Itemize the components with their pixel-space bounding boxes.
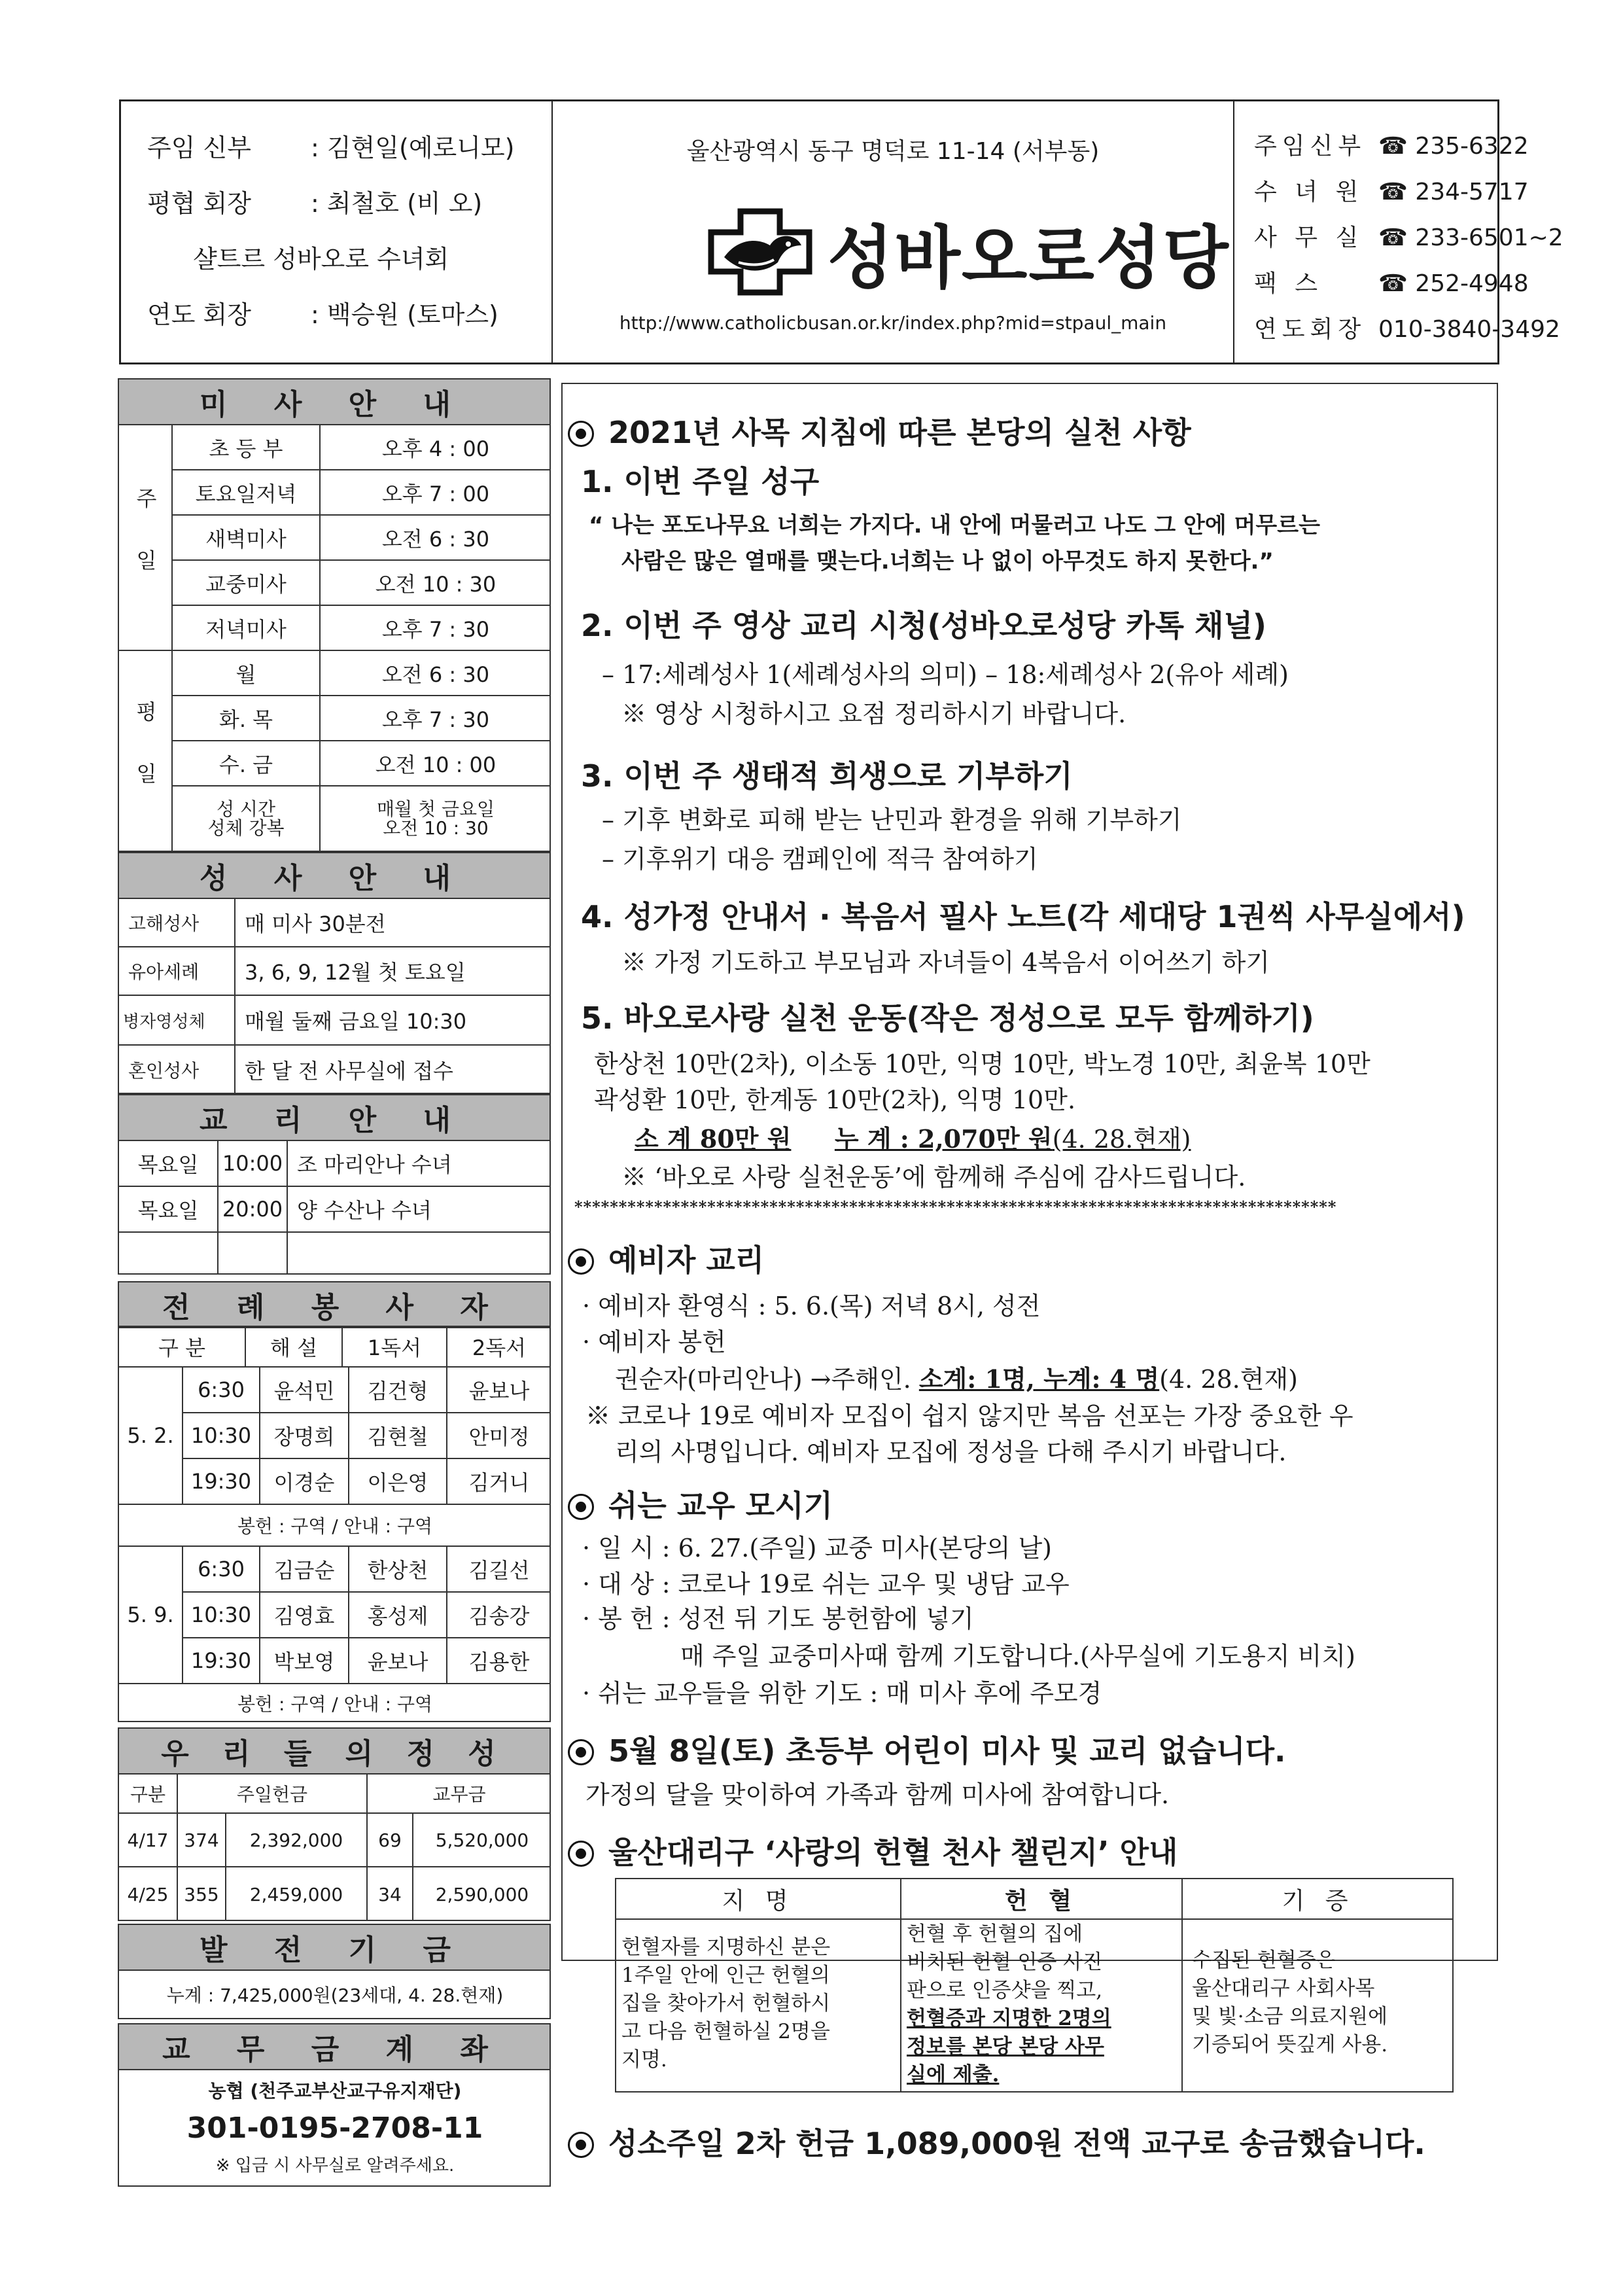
fund-total: 누계 : 7,425,000원(23세대, 4. 28.현재) — [166, 1985, 504, 2006]
ministry-header: 2독서 — [472, 1335, 527, 1360]
divider-stars: ************************************************************************************** — [574, 1197, 1337, 1216]
mass-name: 토요일저녁 — [195, 481, 297, 506]
target-bullet-icon — [568, 2132, 594, 2158]
inactive-item: · 쉬는 교우들을 위한 기도 : 매 미사 후에 주모경 — [582, 1679, 1102, 1708]
catechism-time: 10:00 — [222, 1151, 283, 1176]
ministry-commentator: 장명희 — [273, 1424, 335, 1449]
ecology-item: – 기후위기 대응 캠페인에 적극 참여하기 — [602, 845, 1038, 874]
catechism-day: 목요일 — [137, 1152, 199, 1177]
sunday-label: 주 일 — [133, 487, 158, 588]
ecology-item: – 기후 변화로 피해 받는 난민과 환경을 위해 기부하기 — [602, 805, 1182, 834]
mass-name: 저녁미사 — [205, 616, 287, 642]
account-heading: 교 무 금 계 좌 — [118, 2023, 551, 2070]
offering-amount: 2,459,000 — [249, 1883, 343, 1905]
section-inactive-title: 쉬는 교우 모시기 — [568, 1482, 833, 1525]
subsection-verse-title: 1. 이번 주일 성구 — [581, 464, 820, 499]
target-bullet-icon — [568, 1739, 594, 1765]
catechumen-note: 리의 사명입니다. 예비자 모집에 정성을 다해 주시기 바랍니다. — [615, 1438, 1287, 1466]
account-bank: 농협 (천주교부산교구유지재단) — [208, 2080, 462, 2102]
subsection-video-title: 2. 이번 주 영상 교리 시청(성바오로성당 카톡 채널) — [581, 608, 1266, 643]
ministry-time: 10:30 — [190, 1602, 252, 1627]
catechumen-count: 소계: 1명, 누계: 4 명 — [918, 1364, 1160, 1394]
sacrament-name: 유아세례 — [128, 961, 200, 983]
section-children-mass-title: 5월 8일(토) 초등부 어린이 미사 및 교리 없습니다. — [568, 1727, 1286, 1771]
church-name: 성바오로성당 — [828, 218, 1230, 298]
inactive-item: · 대 상 : 코로나 19로 쉬는 교우 및 냉담 교우 — [582, 1570, 1070, 1598]
ministry-footer: 봉헌 : 구역 / 안내 : 구역 — [237, 1693, 433, 1715]
ministry-commentator: 윤석민 — [273, 1379, 335, 1404]
family-note: ※ 가정 기도하고 부모님과 자녀들이 4복음서 이어쓰기 하기 — [621, 948, 1270, 977]
blood-header: 지 명 — [722, 1887, 795, 1915]
ministry-date: 5. 9. — [127, 1602, 174, 1627]
ministry-header: 해 설 — [270, 1335, 317, 1360]
offering-date: 4/17 — [127, 1829, 169, 1851]
offering-count: 374 — [184, 1829, 219, 1851]
mass-time: 오전 10 : 00 — [375, 752, 497, 777]
children-mass-note: 가정의 달을 맞이하여 가족과 함께 미사에 참여합니다. — [585, 1780, 1170, 1809]
ministry-reader2: 김길선 — [468, 1558, 530, 1583]
ministry-date: 5. 2. — [127, 1423, 174, 1448]
mass-time: 오전 6 : 30 — [381, 662, 490, 687]
officer-yeondo: 연도 회장 : 백승원 (토마스) — [147, 300, 498, 329]
ministry-commentator: 박보영 — [273, 1650, 335, 1674]
ministry-time: 6:30 — [198, 1557, 245, 1581]
ministry-header: 1독서 — [367, 1335, 422, 1360]
target-bullet-icon — [568, 1841, 594, 1867]
ministry-time: 19:30 — [190, 1469, 252, 1494]
catechism-guide-heading: 교 리 안 내 — [118, 1094, 551, 1141]
ministry-reader2: 윤보나 — [468, 1379, 530, 1404]
header-officers — [121, 101, 553, 362]
ministry-time: 10:30 — [190, 1423, 252, 1448]
subsection-ecology-title: 3. 이번 주 생태적 희생으로 기부하기 — [581, 758, 1073, 794]
ministry-reader2: 김송강 — [468, 1604, 530, 1629]
officer-council: 평협 회장 : 최철호 (비 오) — [147, 189, 483, 218]
donor-list: 곽성환 10만, 한계동 10만(2차), 익명 10만. — [594, 1086, 1076, 1114]
ministry-time: 6:30 — [198, 1377, 245, 1402]
cross-dove-logo-icon — [705, 206, 816, 298]
church-website-link[interactable]: http://www.catholicbusan.or.kr/index.php?mid=stpaul_main — [619, 312, 1167, 334]
ministry-reader2: 김거니 — [468, 1470, 530, 1495]
mass-time: 매월 첫 금요일 오전 10 : 30 — [376, 798, 495, 839]
mass-name: 새벽미사 — [205, 526, 287, 552]
contact-convent: 수 녀 원 ☎ 234-5717 — [1254, 179, 1529, 205]
section-vocation-offering-title: 성소주일 2차 헌금 1,089,000원 전액 교구로 송금했습니다. — [568, 2120, 1425, 2163]
ministry-commentator: 김영효 — [273, 1604, 335, 1629]
target-bullet-icon — [568, 421, 594, 447]
ministry-reader1: 이은영 — [367, 1470, 428, 1495]
mass-name: 성 시간 성체 강복 — [207, 798, 285, 839]
ministry-reader2: 김용한 — [468, 1650, 530, 1674]
header-contacts — [1234, 101, 1563, 362]
contact-fax: 팩 스 ☎ 252-4948 — [1254, 270, 1529, 297]
offering-count: 69 — [378, 1829, 402, 1851]
catechism-teacher: 양 수산나 수녀 — [297, 1198, 432, 1223]
catechumen-note: ※ 코로나 19로 예비자 모집이 쉽지 않지만 복음 선포는 가장 중요한 우 — [585, 1402, 1353, 1430]
fund-heading: 발 전 기 금 — [118, 1924, 551, 1971]
ministry-heading: 전 례 봉 사 자 — [118, 1281, 551, 1328]
contact-yeondo: 연도회장 010-3840-3492 — [1254, 316, 1560, 343]
donation-totals — [635, 1119, 1191, 1155]
sacrament-name: 고해성사 — [128, 913, 200, 934]
sacrament-name: 혼인성사 — [128, 1060, 200, 1082]
account-number: 301-0195-2708-11 — [186, 2111, 483, 2145]
phone-icon: ☎ — [1378, 270, 1408, 297]
subsection-family-title: 4. 성가정 안내서 · 복음서 필사 노트(각 세대당 1권씩 사무실에서) — [581, 899, 1465, 934]
verse-line: 사람은 많은 열매를 맺는다.너희는 나 없이 아무것도 하지 못한다.” — [621, 548, 1274, 574]
ministry-reader1: 한상천 — [367, 1558, 428, 1583]
ministry-time: 19:30 — [190, 1648, 252, 1673]
sacrament-info: 매 미사 30분전 — [245, 911, 386, 936]
donor-list: 한상천 10만(2차), 이소동 10만, 익명 10만, 박노경 10만, 최윤복 10만 — [594, 1050, 1370, 1078]
sacrament-info: 3, 6, 9, 12월 첫 토요일 — [245, 960, 466, 985]
video-note: ※ 영상 시청하시고 요점 정리하시기 바랍니다. — [621, 699, 1126, 728]
mass-time: 오후 7 : 30 — [381, 616, 490, 642]
inactive-item: · 일 시 : 6. 27.(주일) 교중 미사(본당의 날) — [582, 1534, 1053, 1563]
mass-time: 오전 6 : 30 — [381, 526, 490, 552]
video-list: – 17:세례성사 1(세례성사의 의미) – 18:세례성사 2(유아 세례) — [602, 660, 1289, 689]
officer-sisters: 샬트르 성바오로 수녀회 — [193, 245, 449, 274]
ministry-reader1: 윤보나 — [367, 1650, 428, 1674]
inactive-item: · 봉 헌 : 성전 뒤 기도 봉헌함에 넣기 — [582, 1604, 974, 1633]
ministry-header: 구 분 — [158, 1335, 205, 1360]
mass-name: 교중미사 — [205, 571, 287, 597]
thanks-note: ※ ‘바오로 사랑 실천운동’에 함께해 주심에 감사드립니다. — [621, 1163, 1246, 1192]
ministry-reader1: 김건형 — [367, 1379, 428, 1404]
offering-header: 주일헌금 — [236, 1784, 308, 1805]
blood-donate-text: 헌혈 후 헌혈의 집에 비치된 헌혈 인증 사진 판으로 인증샷을 찍고, 헌혈증과 지명한 2명의 정보를 본당 본당 사무 실에 제출. — [907, 1922, 1111, 2087]
ministry-commentator: 이경순 — [273, 1470, 335, 1495]
officer-pastor: 주임 신부 : 김현일(예로니모) — [147, 133, 515, 162]
target-bullet-icon — [568, 1248, 594, 1275]
offering-amount: 2,590,000 — [435, 1883, 529, 1905]
offering-amount: 2,392,000 — [249, 1829, 343, 1851]
section-pastoral-title: 2021년 사목 지침에 따른 본당의 실천 사항 — [568, 409, 1191, 452]
mass-guide-heading: 미 사 안 내 — [118, 378, 551, 425]
mass-name: 화. 목 — [218, 707, 273, 732]
header-title-block — [553, 101, 1234, 362]
catechism-time: 20:00 — [222, 1197, 283, 1222]
contact-pastor: 주임신부 ☎ 235-6322 — [1254, 133, 1529, 160]
subsection-paul-love-title: 5. 바오로사랑 실천 운동(작은 정성으로 모두 함께하기) — [581, 1000, 1314, 1036]
offering-date: 4/25 — [127, 1883, 169, 1905]
mass-time: 오후 4 : 00 — [381, 436, 490, 461]
sacrament-info: 매월 둘째 금요일 10:30 — [245, 1009, 467, 1034]
offering-header: 교무금 — [432, 1784, 486, 1805]
offering-count: 34 — [378, 1883, 402, 1905]
offering-amount: 5,520,000 — [435, 1829, 529, 1851]
catechumen-item: · 예비자 환영식 : 5. 6.(목) 저녁 8시, 성전 — [582, 1292, 1041, 1320]
phone-icon: ☎ — [1378, 224, 1408, 251]
sacrament-guide-heading: 성 사 안 내 — [118, 852, 551, 899]
sacrament-info: 한 달 전 사무실에 접수 — [245, 1059, 453, 1084]
catechism-day: 목요일 — [137, 1198, 199, 1223]
offering-count: 355 — [184, 1883, 219, 1905]
account-note: ※ 입금 시 사무실로 알려주세요. — [215, 2155, 455, 2176]
blood-header: 헌 혈 — [1004, 1887, 1079, 1915]
sacrament-name: 병자영성체 — [123, 1012, 205, 1032]
ministry-reader1: 홍성제 — [367, 1604, 428, 1629]
bulletin-header — [119, 99, 1563, 364]
mass-name: 월 — [236, 662, 256, 687]
ministry-commentator: 김금순 — [273, 1558, 335, 1583]
target-bullet-icon — [568, 1494, 594, 1520]
offering-heading: 우 리 들 의 정 성 — [118, 1727, 551, 1775]
mass-time: 오후 7 : 00 — [381, 481, 490, 506]
mass-time: 오전 10 : 30 — [375, 571, 497, 597]
phone-icon: ☎ — [1378, 179, 1408, 205]
verse-line: “ 나는 포도나무요 너희는 가지다. 내 안에 머물러고 나도 그 안에 머무르는 — [589, 512, 1320, 539]
catechism-teacher: 조 마리안나 수녀 — [297, 1152, 452, 1177]
total-date: (4. 28.현재) — [1052, 1125, 1191, 1154]
ministry-footer: 봉헌 : 구역 / 안내 : 구역 — [237, 1515, 433, 1537]
catechumen-item: · 예비자 봉헌 — [582, 1328, 726, 1356]
mass-name: 초 등 부 — [209, 436, 283, 461]
mass-name: 수. 금 — [218, 752, 273, 777]
church-logo — [705, 206, 1230, 298]
mass-time: 오후 7 : 30 — [381, 707, 490, 732]
subtotal: 소 계 80만 원 — [635, 1124, 792, 1154]
grand-total: 누 계 : 2,070만 원 — [834, 1124, 1053, 1154]
church-address: 울산광역시 동구 명덕로 11-14 (서부동) — [686, 138, 1100, 165]
contact-office: 사 무 실 ☎ 233-6501~2 — [1254, 224, 1563, 251]
ministry-reader1: 김현철 — [367, 1424, 428, 1449]
phone-icon: ☎ — [1378, 133, 1408, 160]
blood-header: 기 증 — [1282, 1887, 1355, 1915]
section-blood-donation-title: 울산대리구 ‘사랑의 헌혈 천사 챌린지’ 안내 — [568, 1829, 1178, 1872]
ministry-reader2: 안미정 — [468, 1424, 530, 1449]
offering-header: 구분 — [130, 1784, 166, 1805]
catechumen-sponsor: 권순자(마리안나) →주해인. 소계: 1명, 누계: 4 명(4. 28.현재) — [615, 1364, 1299, 1394]
blood-gift-text: 수집된 헌혈증은 울산대리구 사회사목 및 빛·소금 의료지원에 기증되어 뜻깊게 사용. — [1192, 1949, 1388, 2057]
section-catechumen-title: 예비자 교리 — [568, 1237, 764, 1280]
weekday-label: 평 일 — [133, 701, 158, 801]
blood-nominate-text: 헌혈자를 지명하신 분은 1주일 안에 인근 헌혈의 집을 찾아가서 헌혈하시 고 다음 헌혈하실 2명을 지명. — [621, 1935, 831, 2072]
inactive-item: 매 주일 교중미사때 함께 기도합니다.(사무실에 기도용지 비치) — [680, 1642, 1355, 1670]
